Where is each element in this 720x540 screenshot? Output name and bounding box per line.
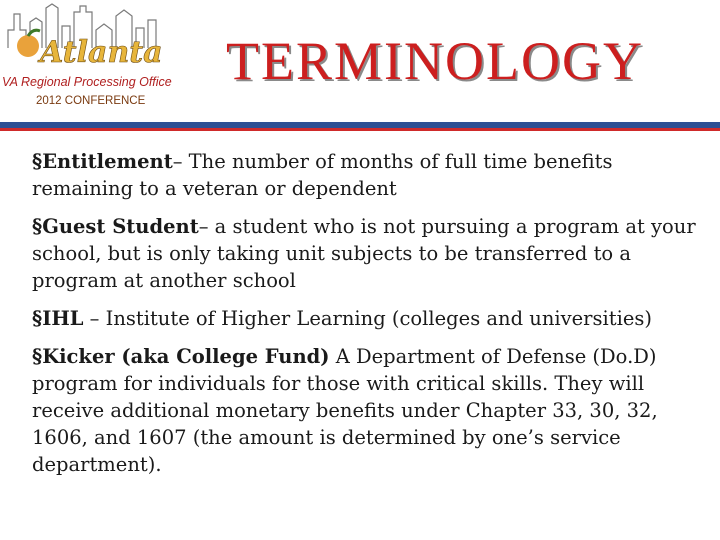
logo-subtitle: VA Regional Processing Office [2, 75, 172, 89]
logo-conference: 2012 CONFERENCE [36, 95, 146, 107]
terminology-list [32, 148, 702, 489]
term-label: §Kicker (aka College Fund) [32, 345, 330, 368]
term-label: §Entitlement [32, 150, 173, 173]
header-rule-red [0, 128, 720, 131]
term-definition: – Institute of Higher Learning (colleges and universities) [83, 307, 652, 330]
peach-icon [17, 35, 39, 57]
logo-name: Atlanta [40, 35, 163, 70]
list-item [32, 213, 702, 294]
conference-logo [0, 0, 176, 112]
list-item [32, 343, 702, 478]
list-item [32, 305, 702, 332]
term-definition: – The number of months of full time benefits remaining to a veteran or dependent [32, 150, 613, 200]
page-title: TERMINOLOGY [226, 31, 644, 91]
term-label: §IHL [32, 307, 84, 330]
term-label: §Guest Student [32, 215, 199, 238]
term-definition: – a student who is not pursuing a program at your school, but is only taking unit subjects to be transferred to a program at another school [32, 215, 696, 292]
term-definition: A Department of Defense (Do.D) program for individuals for those with critical skills. They will receive additional monetary benefits under Chapter 33, 30, 32, 1606, and 1607 (the amount is determined by one’s service department). [32, 345, 658, 476]
list-item [32, 148, 702, 202]
